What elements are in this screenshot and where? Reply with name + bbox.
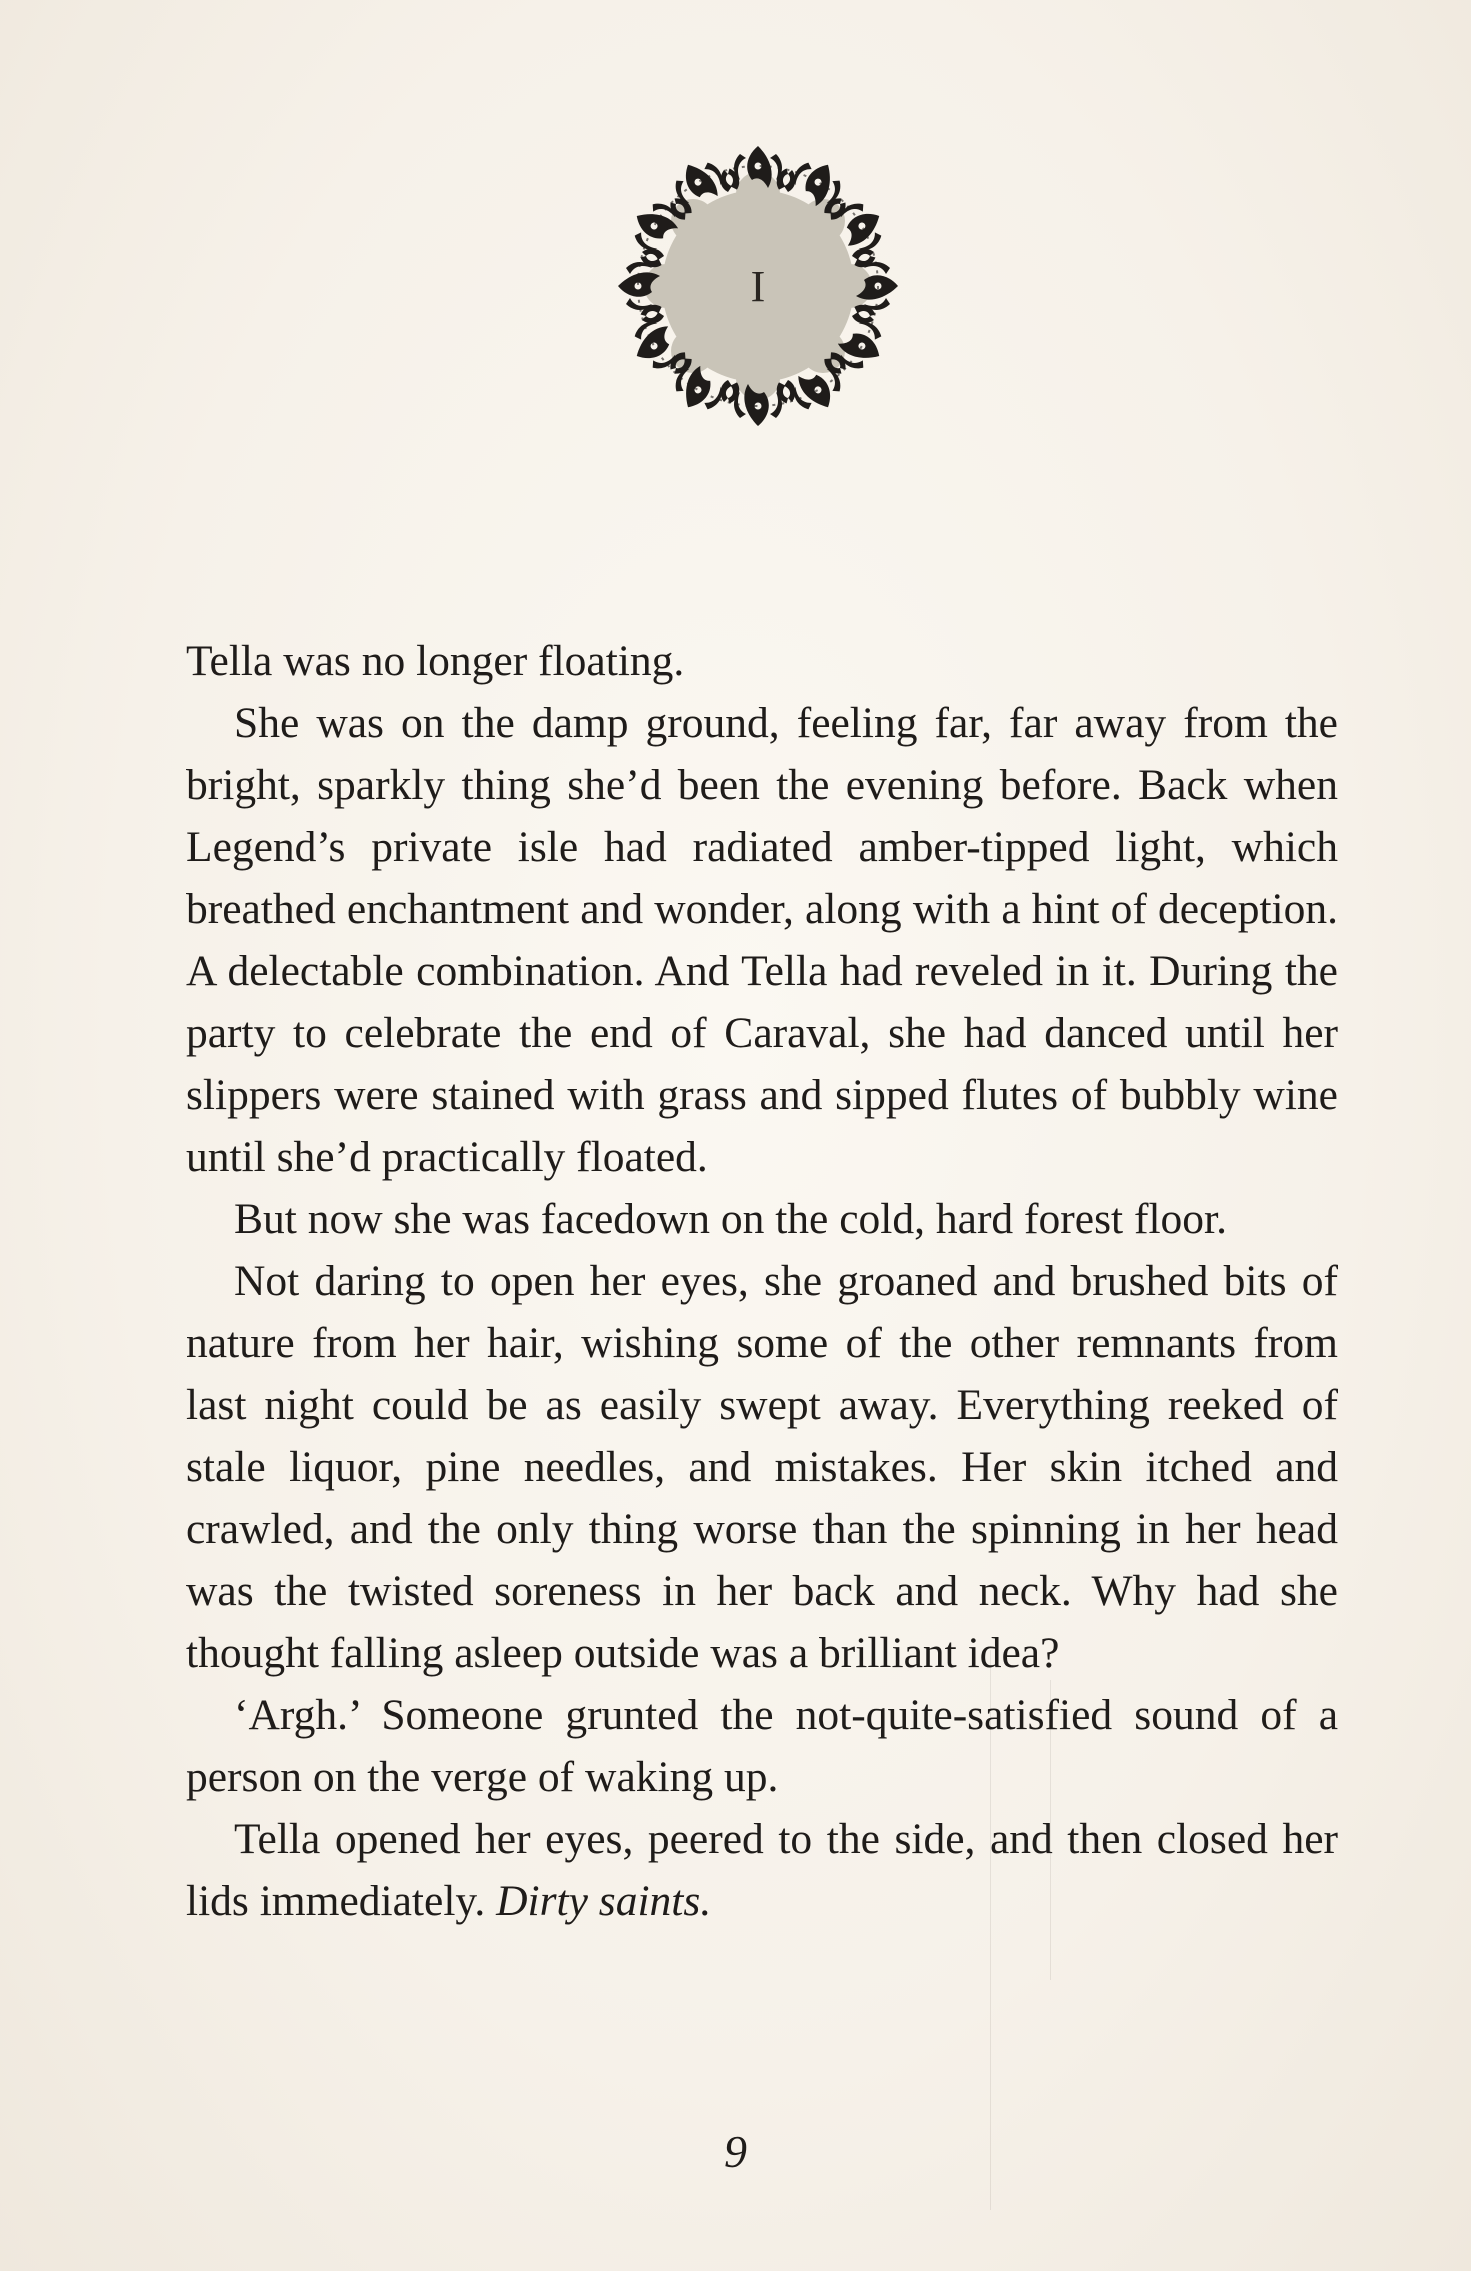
chapter-body — [186, 630, 1338, 1932]
paragraph-text: Tella opened her eyes, peered to the side, and then closed her lids immediately. — [186, 1815, 1338, 1925]
paragraph: ‘Argh.’ Someone grunted the not-quite-satisfied sound of a person on the verge of waking up. — [186, 1691, 1338, 1801]
paragraph: But now she was facedown on the cold, hard forest floor. — [234, 1195, 1228, 1243]
italic-phrase: Dirty saints. — [496, 1877, 712, 1925]
paragraph: Not daring to open her eyes, she groaned and brushed bits of nature from her hair, wishing some of the other remnants from last night could be as easily swept away. Everything reeked of stale liquor, pine needles, and mistakes. Her skin itched and crawled, and the only thing worse than the spinning in her head was the twisted soreness in her back and neck. Why had she thought falling asleep outside was a brilliant idea? — [186, 1257, 1338, 1677]
paragraph: She was on the damp ground, feeling far, far away from the bright, sparkly thing she’d been the evening before. Back when Legend’s private isle had radiated amber-tipped light, which breathed enchantment and wonder, along with a hint of deception. A delectable combination. And Tella had reveled in it. During the party to celebrate the end of Caraval, she had danced until her slippers were stained with grass and sipped flutes of bubbly wine until she’d practically floated. — [186, 699, 1338, 1181]
paragraph — [186, 1808, 1338, 1932]
chapter-number: I — [750, 261, 766, 311]
paragraph: Tella was no longer floating. — [186, 637, 685, 685]
page-number: 9 — [724, 2126, 747, 2177]
